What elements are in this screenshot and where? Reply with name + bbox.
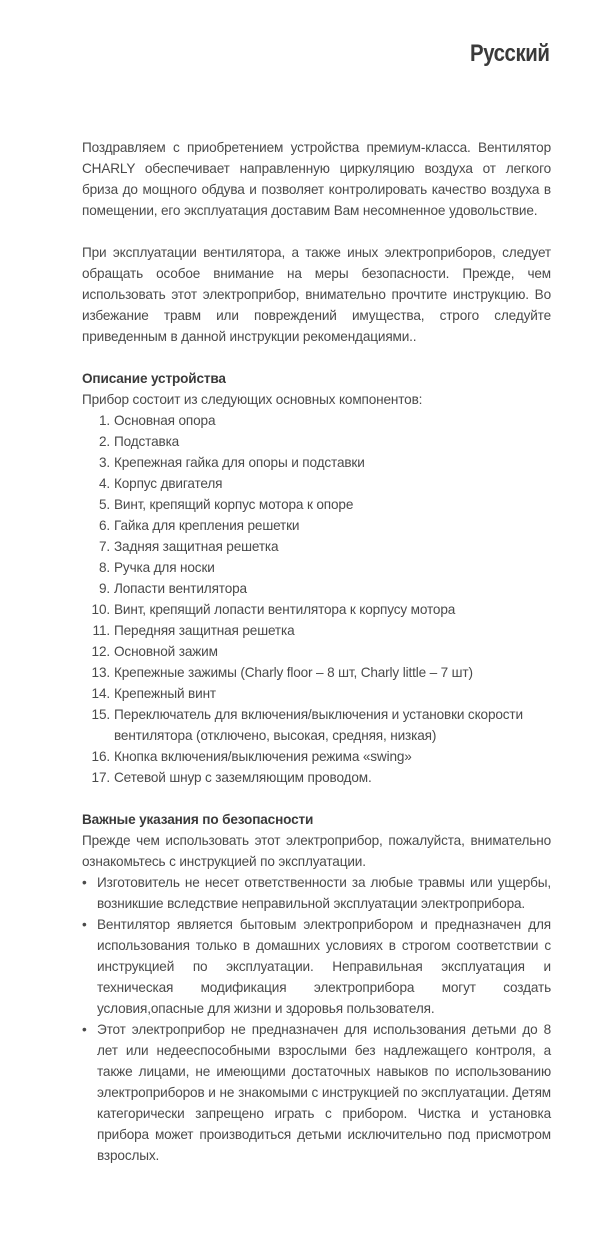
component-list-item (82, 599, 551, 620)
list-item-number: 9. (98, 581, 110, 596)
description-heading: Описание устройства (82, 371, 226, 386)
list-item-number: 16. (91, 749, 110, 764)
list-item-text: Изготовитель не несет ответственности за любые травмы или ущербы, возникшие вследствие неправильной эксплуатации электроприбора. (97, 875, 551, 911)
list-item-number: 6. (98, 518, 110, 533)
language-label: Русский (469, 40, 549, 67)
list-item-number: 14. (91, 686, 110, 701)
list-item-text: Лопасти вентилятора (114, 581, 247, 596)
list-item-text: Гайка для крепления решетки (114, 518, 300, 533)
component-list-item (82, 578, 551, 599)
bullet-icon: • (82, 917, 87, 932)
safety-section (82, 809, 551, 1166)
component-list-item (82, 515, 551, 536)
list-item-text: Переключатель для включения/выключения и установки скорости вентилятора (отключено, высокая, средняя, низкая) (114, 707, 523, 743)
component-list-item (82, 704, 551, 746)
list-item-text: Основная опора (114, 413, 216, 428)
list-item-text: Винт, крепящий лопасти вентилятора к корпусу мотора (114, 602, 456, 617)
list-item-text: Крепежный винт (114, 686, 216, 701)
component-list-item (82, 746, 551, 767)
list-item-text: Крепежная гайка для опоры и подставки (114, 455, 365, 470)
list-item-number: 13. (91, 665, 110, 680)
component-list-item (82, 473, 551, 494)
list-item-number: 4. (98, 476, 110, 491)
list-item-number: 5. (98, 497, 110, 512)
component-list-item (82, 662, 551, 683)
list-item-number: 15. (91, 707, 110, 722)
list-item-number: 1. (98, 413, 110, 428)
list-item-number: 17. (91, 770, 110, 785)
list-item-text: Ручка для носки (114, 560, 215, 575)
components-list (82, 410, 551, 788)
safety-intro: Прежде чем использовать этот электроприбор, пожалуйста, внимательно ознакомьтесь с инструкцией по эксплуатации. (82, 833, 551, 869)
list-item-text: Передняя защитная решетка (114, 623, 295, 638)
safety-list-item (82, 1019, 551, 1166)
list-item-number: 3. (98, 455, 110, 470)
bullet-icon: • (82, 1022, 87, 1037)
list-item-text: Винт, крепящий корпус мотора к опоре (114, 497, 354, 512)
list-item-text: Крепежные зажимы (Charly floor – 8 шт, Charly little – 7 шт) (114, 665, 473, 680)
list-item-number: 11. (92, 623, 110, 638)
component-list-item (82, 431, 551, 452)
document-body (82, 137, 551, 1166)
component-list-item (82, 557, 551, 578)
component-list-item (82, 536, 551, 557)
component-list-item (82, 494, 551, 515)
description-intro: Прибор состоит из следующих основных компонентов: (82, 392, 423, 407)
safety-notice-paragraph: При эксплуатации вентилятора, а также иных электроприборов, следует обращать особое внимание на меры безопасности. Прежде, чем использовать этот электроприбор, внимательно прочтите инструкцию. Во избежание травм или повреждений имущества, строго следуйте приведенным в данной инструкции рекомендациями.. (82, 245, 551, 344)
list-item-text: Основной зажим (114, 644, 218, 659)
list-item-number: 8. (98, 560, 110, 575)
component-list-item (82, 620, 551, 641)
list-item-number: 10. (91, 602, 110, 617)
list-item-number: 12. (91, 644, 110, 659)
list-item-number: 2. (98, 434, 110, 449)
list-item-text: Сетевой шнур с заземляющим проводом. (114, 770, 372, 785)
safety-list (82, 872, 551, 1166)
list-item-text: Корпус двигателя (114, 476, 223, 491)
component-list-item (82, 452, 551, 473)
list-item-number: 7. (98, 539, 110, 554)
safety-list-item (82, 872, 551, 914)
component-list-item (82, 641, 551, 662)
list-item-text: Этот электроприбор не предназначен для использования детьми до 8 лет или недееспособными взрослыми без надлежащего контроля, а также лицами, не имеющими достаточных навыков по использованию электроприборов и не знакомыми с инструкцией по эксплуатации. Детям категорически запрещено играть с прибором. Чистка и установка прибора может производиться детьми исключительно под присмотром взрослых. (97, 1022, 551, 1163)
list-item-text: Кнопка включения/выключения режима «swing» (114, 749, 412, 764)
list-item-text: Подставка (114, 434, 180, 449)
safety-list-item (82, 914, 551, 1019)
bullet-icon: • (82, 875, 87, 890)
safety-heading: Важные указания по безопасности (82, 812, 314, 827)
intro-paragraph: Поздравляем с приобретением устройства премиум-класса. Вентилятор CHARLY обеспечивает направленную циркуляцию воздуха от легкого бриза до мощного обдува и позволяет контролировать качество воздуха в помещении, его эксплуатация доставим Вам несомненное удовольствие. (82, 140, 551, 218)
component-list-item (82, 410, 551, 431)
component-list-item (82, 683, 551, 704)
list-item-text: Вентилятор является бытовым электроприбором и предназначен для использования только в домашних условиях в строгом соответствии с инструкцией по эксплуатации. Неправильная эксплуатация и техническая модификация электроприбора могут создать условия,опасные для жизни и здоровья пользователя. (97, 917, 551, 1016)
description-section (82, 368, 551, 788)
component-list-item (82, 767, 551, 788)
list-item-text: Задняя защитная решетка (114, 539, 279, 554)
